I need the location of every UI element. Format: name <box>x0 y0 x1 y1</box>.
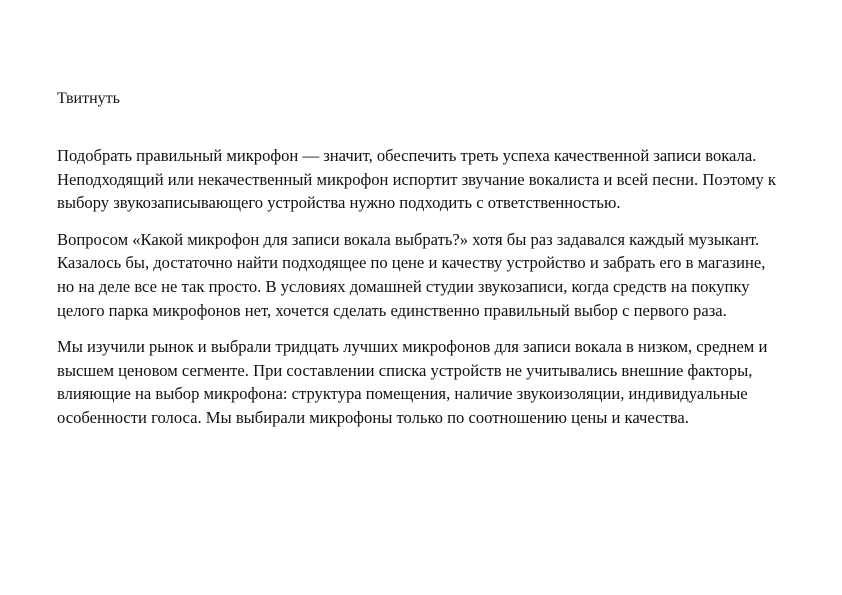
article-paragraph-1: Подобрать правильный микрофон — значит, обеспечить треть успеха качественной записи вокала. Неподходящий или некачественный микрофон испортит звучание вокалиста и всей песни. Поэтому к выбору звукозаписывающего устройства нужно подходить с ответственностью. <box>57 146 776 213</box>
document-page <box>57 88 777 443</box>
article-paragraph-3: Мы изучили рынок и выбрали тридцать лучших микрофонов для записи вокала в низком, среднем и высшем ценовом сегменте. При составлении списка устройств не учитывались внешние факторы, влияющие на выбор микрофона: структура помещения, наличие звукоизоляции, индивидуальные особенности голоса. Мы выбирали микрофоны только по соотношению цены и качества. <box>57 337 768 427</box>
tweet-link[interactable]: Твитнуть <box>57 90 120 107</box>
article-paragraph-2: Вопросом «Какой микрофон для записи вокала выбрать?» хотя бы раз задавался каждый музыкант. Казалось бы, достаточно найти подходящее по цене и качеству устройство и забрать его в магазине, но на деле все не так просто. В условиях домашней студии звукозаписи, когда средств на покупку целого парка микрофонов нет, хочется сделать единственно правильный выбор с первого раза. <box>57 229 766 320</box>
